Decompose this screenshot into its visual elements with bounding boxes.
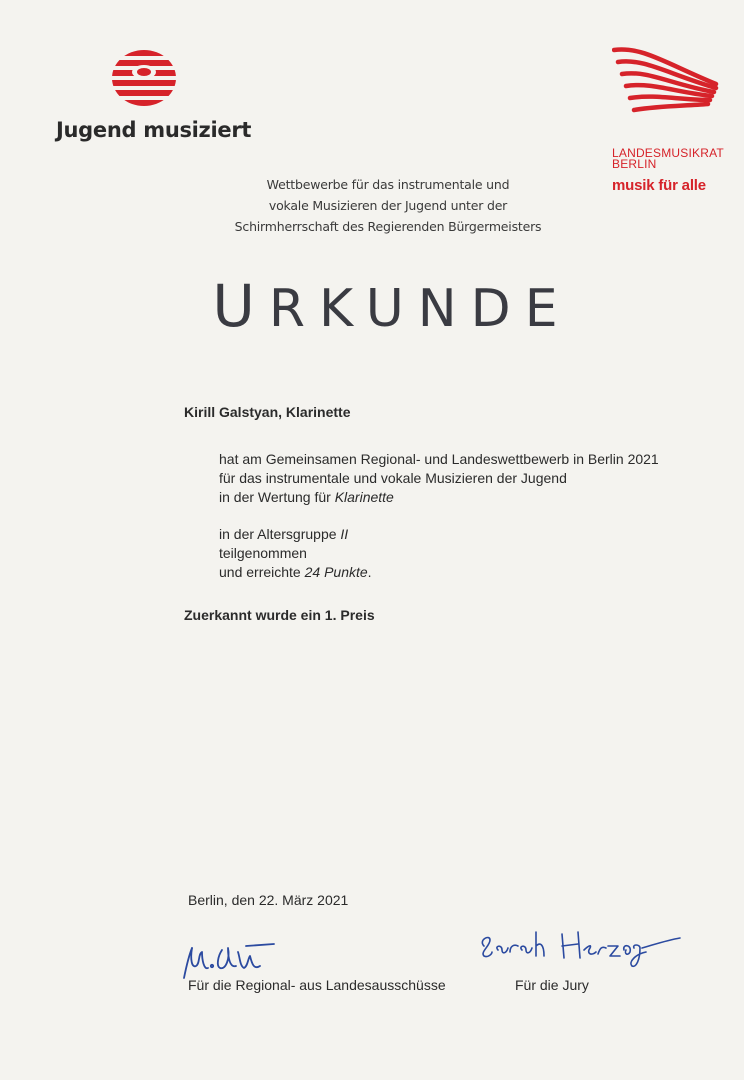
place-and-date: Berlin, den 22. März 2021 <box>188 892 349 908</box>
intro-line-3: Schirmherrschaft des Regierenden Bürgermeisters <box>234 219 542 234</box>
body-line-3 <box>219 488 659 507</box>
jugend-musiziert-logo-icon <box>110 48 178 108</box>
body-line-6-suffix: . <box>367 564 372 580</box>
instrument-value: Klarinette <box>334 489 394 505</box>
right-signature-label: Für die Jury <box>515 977 589 993</box>
points-value: 24 Punkte <box>304 564 368 580</box>
title-first-letter: U <box>212 272 269 340</box>
musik-fuer-alle-claim: musik für alle <box>612 177 706 194</box>
landesmusikrat-wave-logo-icon <box>612 46 720 124</box>
intro-line-1: Wettbewerbe für das instrumentale und <box>266 177 510 192</box>
body-line-3-prefix: in der Wertung für <box>219 489 335 505</box>
org-line-2: BERLIN <box>612 157 657 171</box>
body-paragraph-1 <box>219 450 659 507</box>
certificate-title <box>0 272 744 340</box>
intro-text <box>220 174 556 237</box>
landesmusikrat-name <box>612 148 724 170</box>
intro-line-2: vokale Musizieren der Jugend unter der <box>268 198 508 213</box>
age-group-value: II <box>340 526 349 542</box>
award-statement: Zuerkannt wurde ein 1. Preis <box>184 607 375 623</box>
body-line-4 <box>219 525 372 544</box>
title-rest: RKUNDE <box>268 279 572 339</box>
body-line-4-prefix: in der Altersgruppe <box>219 526 341 542</box>
org-line-1: LANDESMUSIKRAT <box>612 146 724 160</box>
body-line-1: hat am Gemeinsamen Regional- und Landeswettbewerb in Berlin 2021 <box>219 451 659 467</box>
right-signature-sarah-herzog-icon <box>476 926 684 972</box>
recipient-name: Kirill Galstyan, Klarinette <box>184 404 351 420</box>
body-line-5: teilgenommen <box>219 545 307 561</box>
left-signature-icon <box>178 940 278 980</box>
body-line-2: für das instrumentale und vokale Musizieren der Jugend <box>219 470 567 486</box>
body-line-6-prefix: und erreichte <box>219 564 305 580</box>
body-line-6 <box>219 563 372 582</box>
body-paragraph-2 <box>219 525 372 582</box>
left-signature-label: Für die Regional- aus Landesausschüsse <box>188 977 446 993</box>
jugend-musiziert-wordmark: Jugend musiziert <box>56 118 252 142</box>
